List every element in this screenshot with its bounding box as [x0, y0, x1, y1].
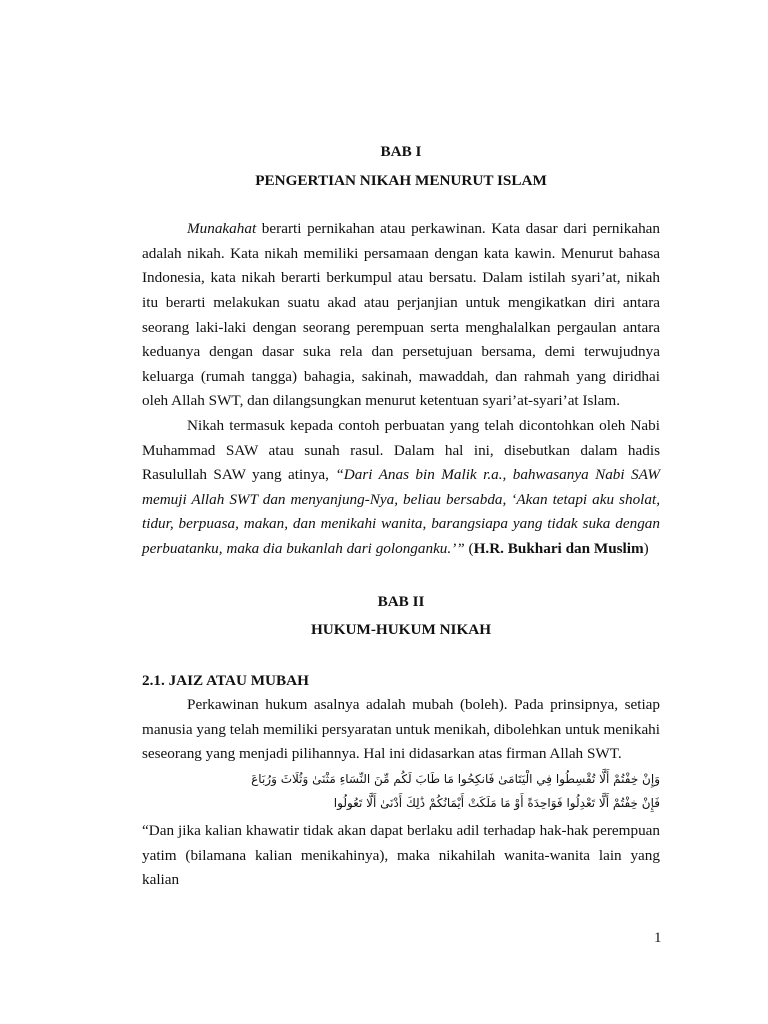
paragraph-munakahat-text: berarti pernikahan atau perkawinan. Kata dasar dari pernikahan adalah nikah. Kata nikah memiliki persamaan dengan kata kawin. Menurut bahasa Indonesia, kata nikah berarti berkumpul atau bersatu. Dalam istilah syari’at, nikah itu berarti melakukan suatu akad atau perjanjian untuk mengikatkan diri antara seorang laki-laki dengan seorang perempuan serta menghalalkan pergaulan antara keduanya dengan dasar suka rela dan persetujuan bersama, demi terwujudnya keluarga (rumah tangga) bahagia, sakinah, mawaddah, dan rahmah yang diridhai oleh Allah SWT, dan dilangsungkan menurut ketentuan syari’at-syari’at Islam.	[142, 220, 660, 410]
paragraph-mubah: Perkawinan hukum asalnya adalah mubah (boleh). Pada prinsipnya, setiap manusia yang telah memiliki persyaratan untuk menikah, dibolehkan untuk menikahi seseorang yang menjadi pilihannya. Hal ini didasarkan atas firman Allah SWT.	[142, 696, 660, 763]
bab2-label: BAB II	[377, 592, 425, 610]
quran-verse-line-1: وَإِنْ خِفْتُمْ أَلَّا تُقْسِطُوا فِي الْيَتَامَىٰ فَانكِحُوا مَا طَابَ لَكُم مِّنَ النِّسَاءِ مَثْنَىٰ وَثُلَاثَ وَرُبَاعَ	[251, 772, 660, 787]
bab1-title: PENGERTIAN NIKAH MENURUT ISLAM	[255, 171, 547, 189]
page-number: 1	[654, 930, 662, 946]
section-2-1-title: 2.1. JAIZ ATAU MUBAH	[142, 671, 309, 689]
page-content	[142, 140, 660, 893]
hadith-quote: “Dari Anas bin Malik r.a., bahwasanya Nabi SAW memuji Allah SWT dan menyanjung-Nya, beliau bersabda, ‘Akan tetapi aku sholat, tidur, berpuasa, makan, dan menikahi wanita, barangsiapa yang tidak suka dengan perbuatanku, maka dia bukanlah dari golonganku.’”	[142, 466, 661, 557]
paragraph-nikah-sunah: Nikah termasuk kepada contoh perbuatan yang telah dicontohkan oleh Nabi Muhammad SAW atau sunah rasul. Dalam hal ini, disebutkan dalam hadis Rasulullah SAW yang atinya, “Dari Anas bin Malik r.a., bahwasanya Nabi SAW memuji Allah SWT dan menyanjung-Nya, beliau bersabda, ‘Akan tetapi aku sholat, tidur, berpuasa, makan, dan menikahi wanita, barangsiapa yang tidak suka dengan perbuatanku, maka dia bukanlah dari golonganku.’” (H.R. Bukhari dan Muslim)	[142, 416, 661, 557]
bab2-title: HUKUM-HUKUM NIKAH	[310, 621, 492, 639]
paragraph-nikah-sunah-text: Nikah termasuk kepada contoh perbuatan yang telah dicontohkan oleh Nabi Muhammad SAW atau sunah rasul. Dalam hal ini, disebutkan dalam hadis Rasulullah SAW yang atinya,	[142, 416, 660, 484]
quran-verse-line-2: فَإِنْ خِفْتُمْ أَلَّا تَعْدِلُوا فَوَاحِدَةً أَوْ مَا مَلَكَتْ أَيْمَانُكُمْ ذَٰلِكَ أَدْنَىٰ أَلَّا تَعُولُوا	[333, 796, 660, 811]
verse-translation: “Dan jika kalian khawatir tidak akan dapat berlaku adil terhadap hak-hak perempuan yatim (bilamana kalian menikahinya), maka nikahilah wanita-wanita lain yang kalian	[142, 822, 660, 889]
paragraph-munakahat	[142, 217, 660, 414]
hadith-source: H.R. Bukhari dan Muslim	[473, 539, 644, 557]
bab1-label: BAB I	[380, 143, 422, 160]
term-munakahat: Munakahat	[187, 220, 257, 238]
